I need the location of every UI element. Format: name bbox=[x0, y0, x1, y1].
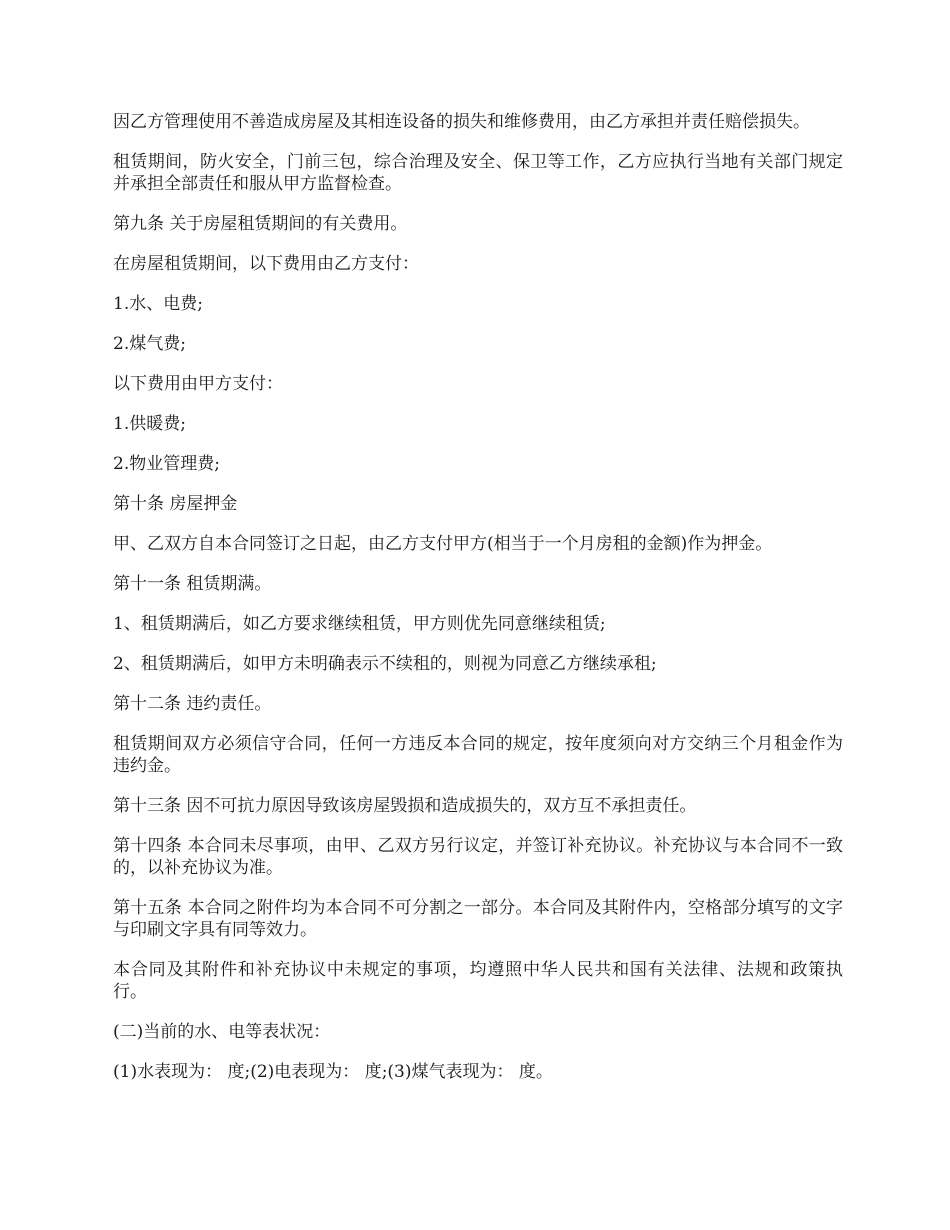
paragraph-2: 租赁期间，防火安全，门前三包，综合治理及安全、保卫等工作，乙方应执行当地有关部门规定并承担全部责任和服从甲方监督检查。 bbox=[113, 152, 843, 194]
paragraph-15: 第十二条 违约责任。 bbox=[113, 694, 272, 714]
paragraph-14: 2、租赁期满后，如甲方未明确表示不续租的，则视为同意乙方继续承租; bbox=[113, 654, 657, 674]
paragraph-10: 第十条 房屋押金 bbox=[113, 494, 238, 514]
paragraph-22: (1)水表现为： 度;(2)电表现为： 度;(3)煤气表现为： 度。 bbox=[113, 1062, 553, 1082]
paragraph-7: 以下费用由甲方支付： bbox=[113, 374, 283, 394]
paragraph-13: 1、租赁期满后，如乙方要求继续租赁，甲方则优先同意继续租赁; bbox=[113, 614, 606, 634]
paragraph-5: 1.水、电费; bbox=[113, 294, 203, 314]
paragraph-17: 第十三条 因不可抗力原因导致该房屋毁损和造成损失的，双方互不承担责任。 bbox=[113, 796, 697, 816]
paragraph-21: (二)当前的水、电等表状况： bbox=[113, 1022, 331, 1042]
paragraph-6: 2.煤气费; bbox=[113, 334, 186, 354]
paragraph-11: 甲、乙双方自本合同签订之日起，由乙方支付甲方(相当于一个月房租的金额)作为押金。 bbox=[113, 534, 773, 554]
paragraph-20: 本合同及其附件和补充协议中未规定的事项，均遵照中华人民共和国有关法律、法规和政策执行。 bbox=[113, 960, 843, 1002]
paragraph-3: 第九条 关于房屋租赁期间的有关费用。 bbox=[113, 214, 408, 234]
paragraph-9: 2.物业管理费; bbox=[113, 454, 220, 474]
document-body bbox=[113, 111, 843, 1101]
paragraph-12: 第十一条 租赁期满。 bbox=[113, 574, 272, 594]
paragraph-8: 1.供暖费; bbox=[113, 414, 186, 434]
paragraph-18: 第十四条 本合同未尽事项，由甲、乙双方另行议定，并签订补充协议。补充协议与本合同不一致的，以补充协议为准。 bbox=[113, 836, 843, 878]
paragraph-16: 租赁期间双方必须信守合同，任何一方违反本合同的规定，按年度须向对方交纳三个月租金作为违约金。 bbox=[113, 734, 843, 776]
paragraph-19: 第十五条 本合同之附件均为本合同不可分割之一部分。本合同及其附件内，空格部分填写的文字与印刷文字具有同等效力。 bbox=[113, 898, 843, 940]
paragraph-1: 因乙方管理使用不善造成房屋及其相连设备的损失和维修费用，由乙方承担并责任赔偿损失。 bbox=[113, 112, 810, 132]
paragraph-4: 在房屋租赁期间，以下费用由乙方支付： bbox=[113, 254, 419, 274]
